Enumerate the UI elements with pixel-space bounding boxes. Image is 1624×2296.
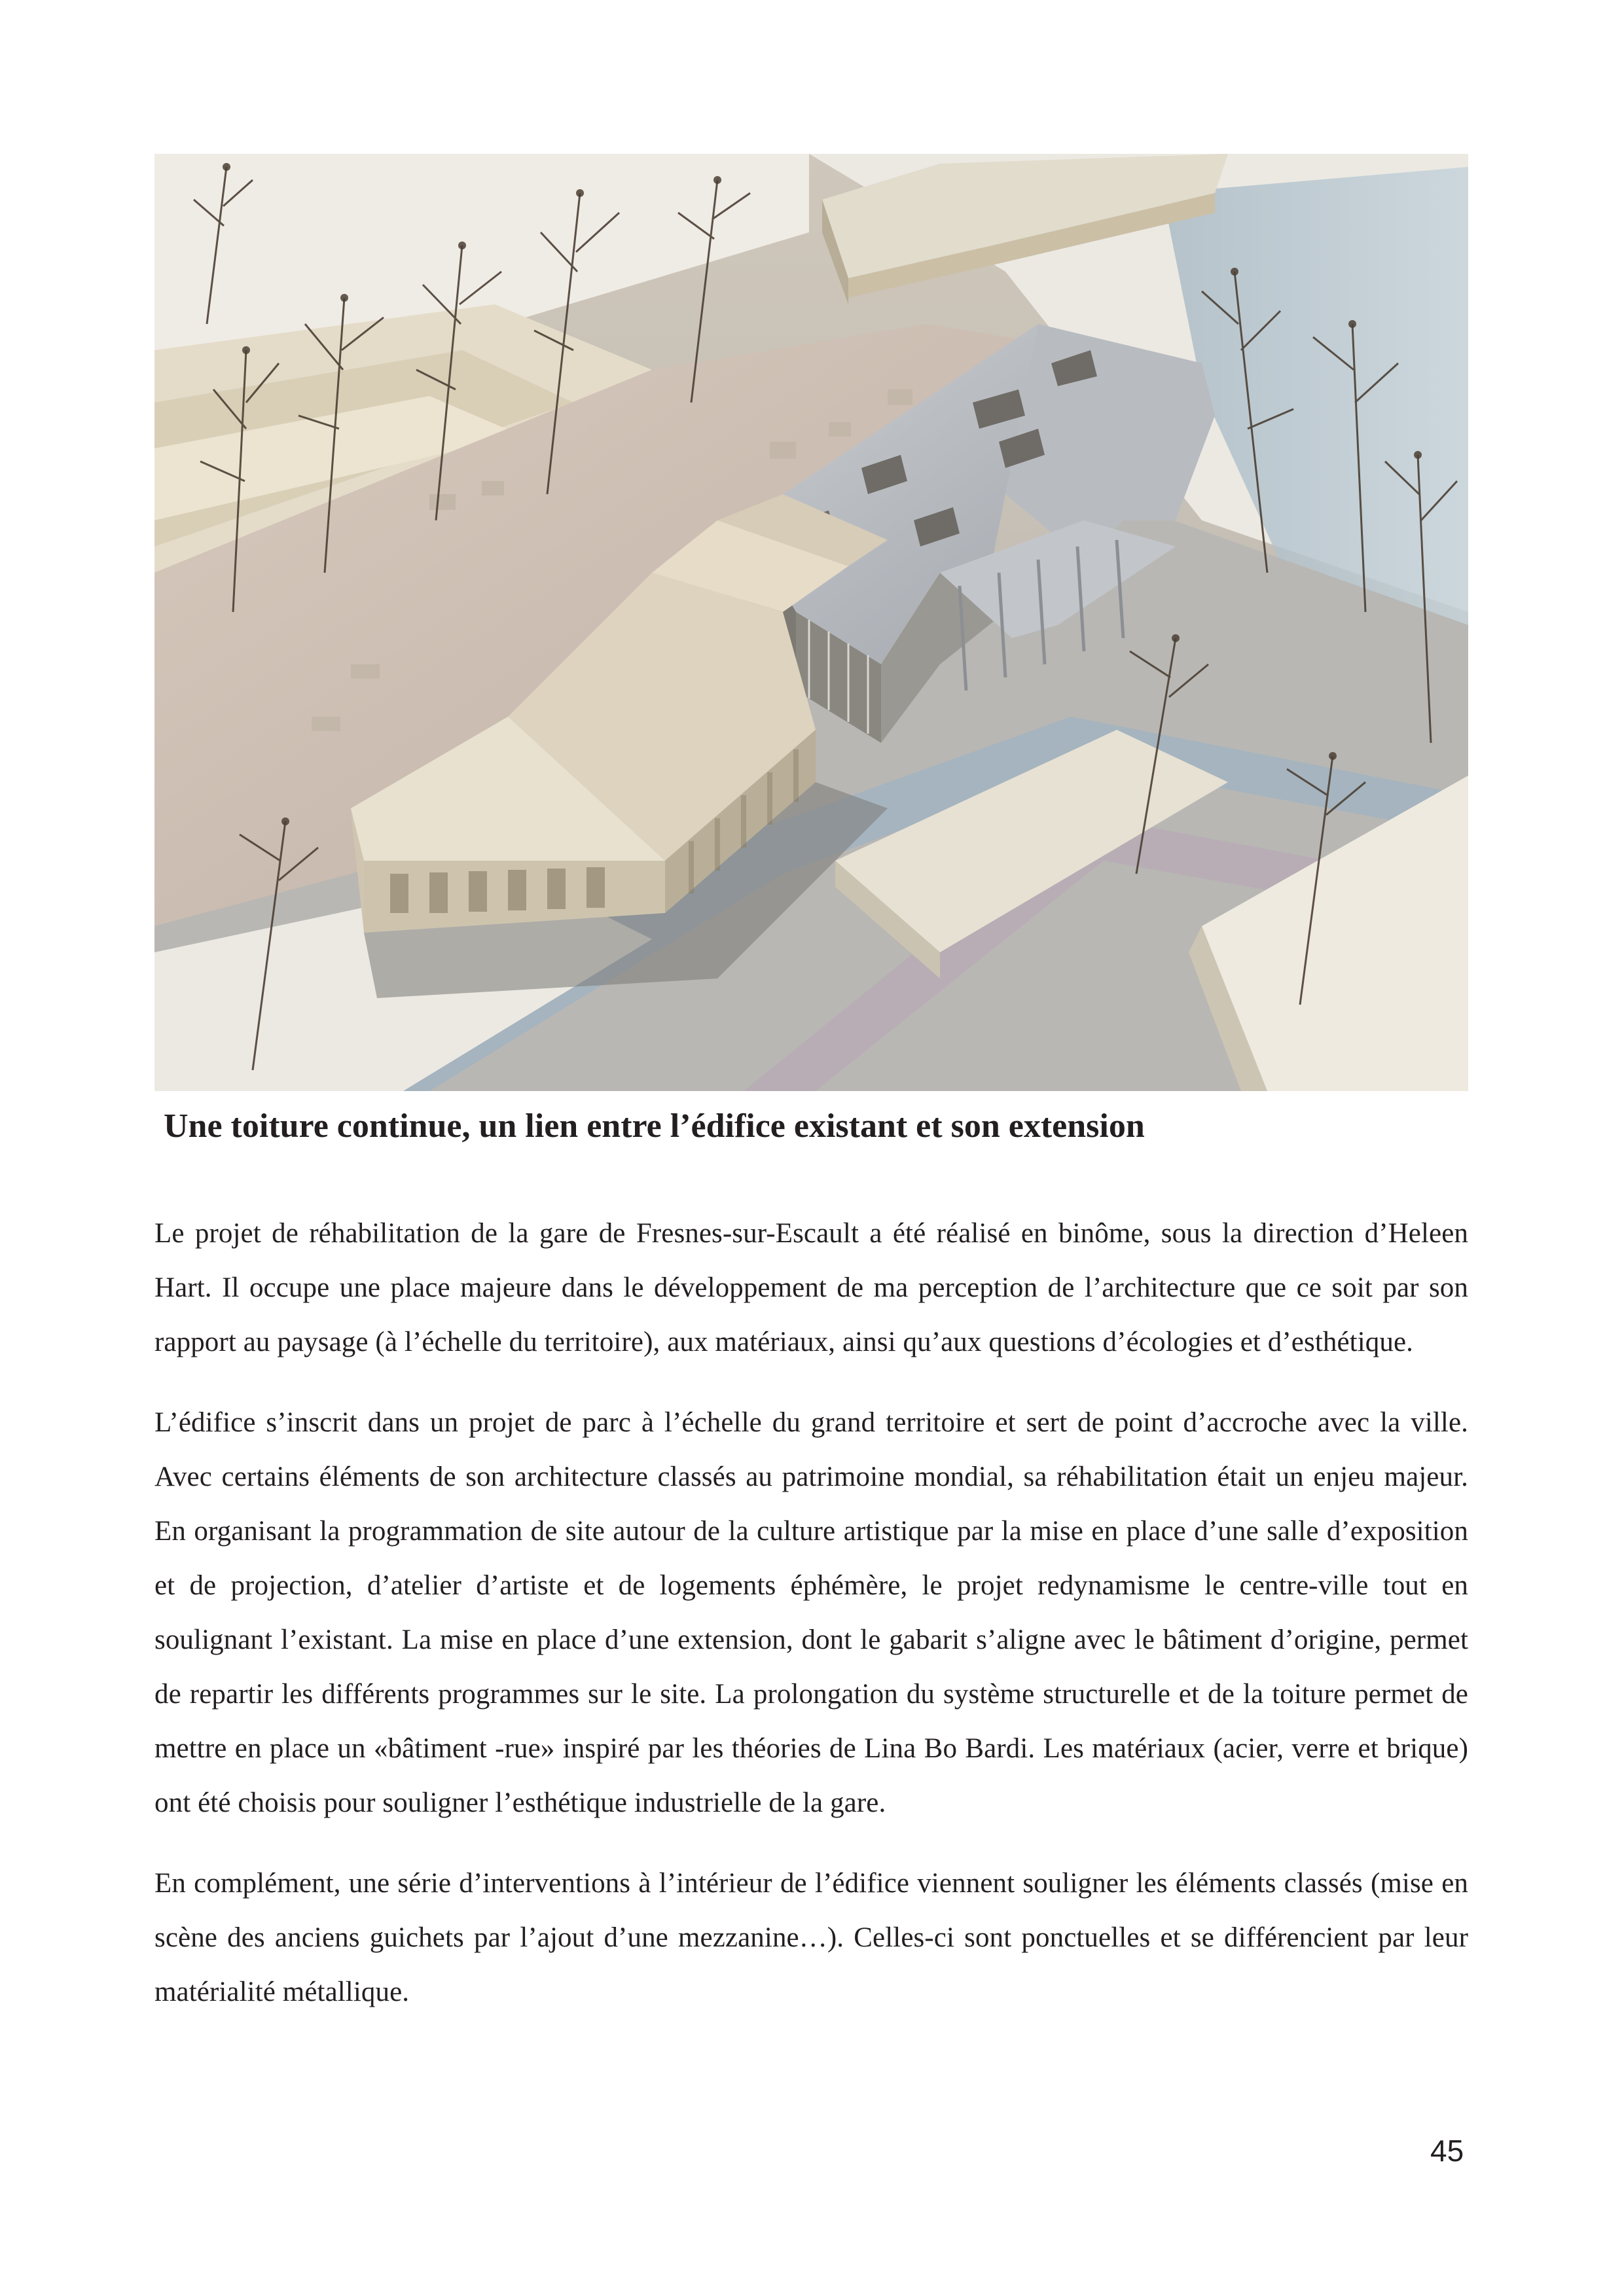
- figure-caption: Une toiture continue, un lien entre l’édifice existant et son extension: [164, 1107, 1145, 1145]
- body-text: [154, 1206, 1468, 2045]
- paragraph: En complément, une série d’interventions à l’intérieur de l’édifice viennent souligner les éléments classés (mise en scène des anciens guichets par l’ajout d’une mezzanine…). Celles-ci sont ponctuelles et se différencient par leur matérialité métallique.: [154, 1868, 1468, 2007]
- page-number: 45: [1430, 2134, 1464, 2168]
- paragraph: Le projet de réhabilitation de la gare de Fresnes-sur-Escault a été réalisé en binôme, sous la direction d’Heleen Hart. Il occupe une place majeure dans le développement de ma perception de l’architecture que ce soit par son rapport au paysage (à l’échelle du territoire), aux matériaux, ainsi qu’aux questions d’écologies et d’esthétique.: [154, 1218, 1468, 1357]
- paragraph: L’édifice s’inscrit dans un projet de parc à l’échelle du grand territoire et sert de point d’accroche avec la ville. Avec certains éléments de son architecture classés au patrimoine mondial, sa réhabilitation était un enjeu majeur. En organisant la programmation de site autour de la culture artistique par la mise en place d’une salle d’exposition et de projection, d’atelier d’artiste et de logements éphémère, le projet redynamisme le centre-ville tout en soulignant l’existant. La mise en place d’une extension, dont le gabarit s’aligne avec le bâtiment d’origine, permet de repartir les différents programmes sur le site. La prolongation du système structurelle et de la toiture permet de mettre en place un «bâtiment -rue» inspiré par les théories de Lina Bo Bardi. Les matériaux (acier, verre et brique) ont été choisis pour souligner l’esthétique industrielle de la gare.: [154, 1407, 1468, 1818]
- architectural-model-photo: [154, 154, 1468, 1091]
